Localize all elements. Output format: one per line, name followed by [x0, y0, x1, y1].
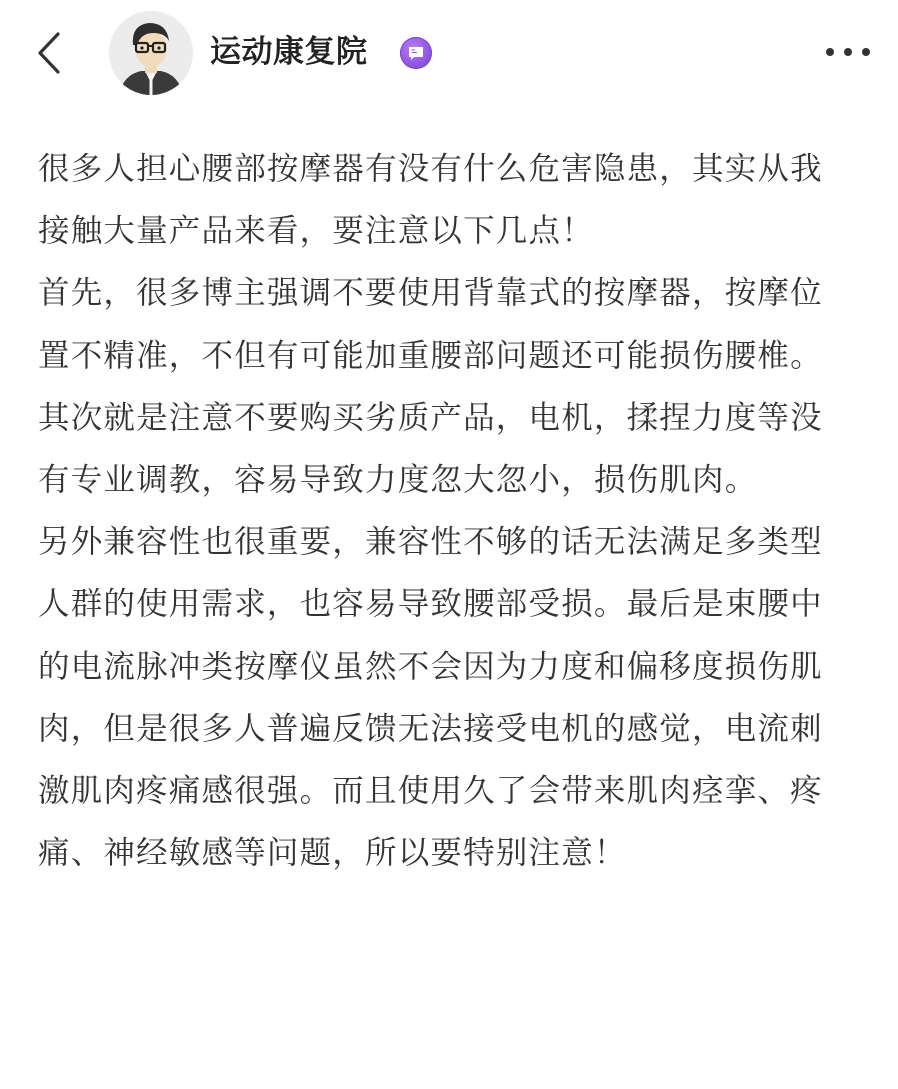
back-button[interactable]	[32, 30, 68, 76]
more-dots-icon	[862, 48, 870, 56]
chevron-left-icon	[32, 30, 68, 76]
message-badge	[400, 37, 432, 69]
more-dots-icon	[844, 48, 852, 56]
top-nav-bar	[0, 0, 898, 108]
avatar[interactable]	[109, 11, 193, 95]
username[interactable]: 运动康复院	[210, 34, 368, 70]
post-paragraph: 首先，很多博主强调不要使用背靠式的按摩器，按摩位置不精准，不但有可能加重腰部问题还可能损伤腰椎。其次就是注意不要购买劣质产品，电机，揉捏力度等没有专业调教，容易导致力度忽大忽小，损伤肌肉。	[38, 275, 823, 499]
post-paragraph: 很多人担心腰部按摩器有没有什么危害隐患，其实从我接触大量产品来看，要注意以下几点！	[38, 151, 823, 250]
avatar-cartoon-icon	[109, 11, 193, 95]
message-badge-icon	[400, 37, 432, 69]
more-options-button[interactable]	[826, 38, 870, 66]
post-paragraph: 另外兼容性也很重要，兼容性不够的话无法满足多类型人群的使用需求，也容易导致腰部受损。最后是束腰中的电流脉冲类按摩仪虽然不会因为力度和偏移度损伤肌肉，但是很多人普遍反馈无法接受电机的感觉，电流刺激肌肉疼痛感很强。而且使用久了会带来肌肉痉挛、疼痛、神经敏感等问题，所以要特别注意！	[38, 524, 823, 872]
more-dots-icon	[826, 48, 834, 56]
post-body	[38, 138, 838, 884]
